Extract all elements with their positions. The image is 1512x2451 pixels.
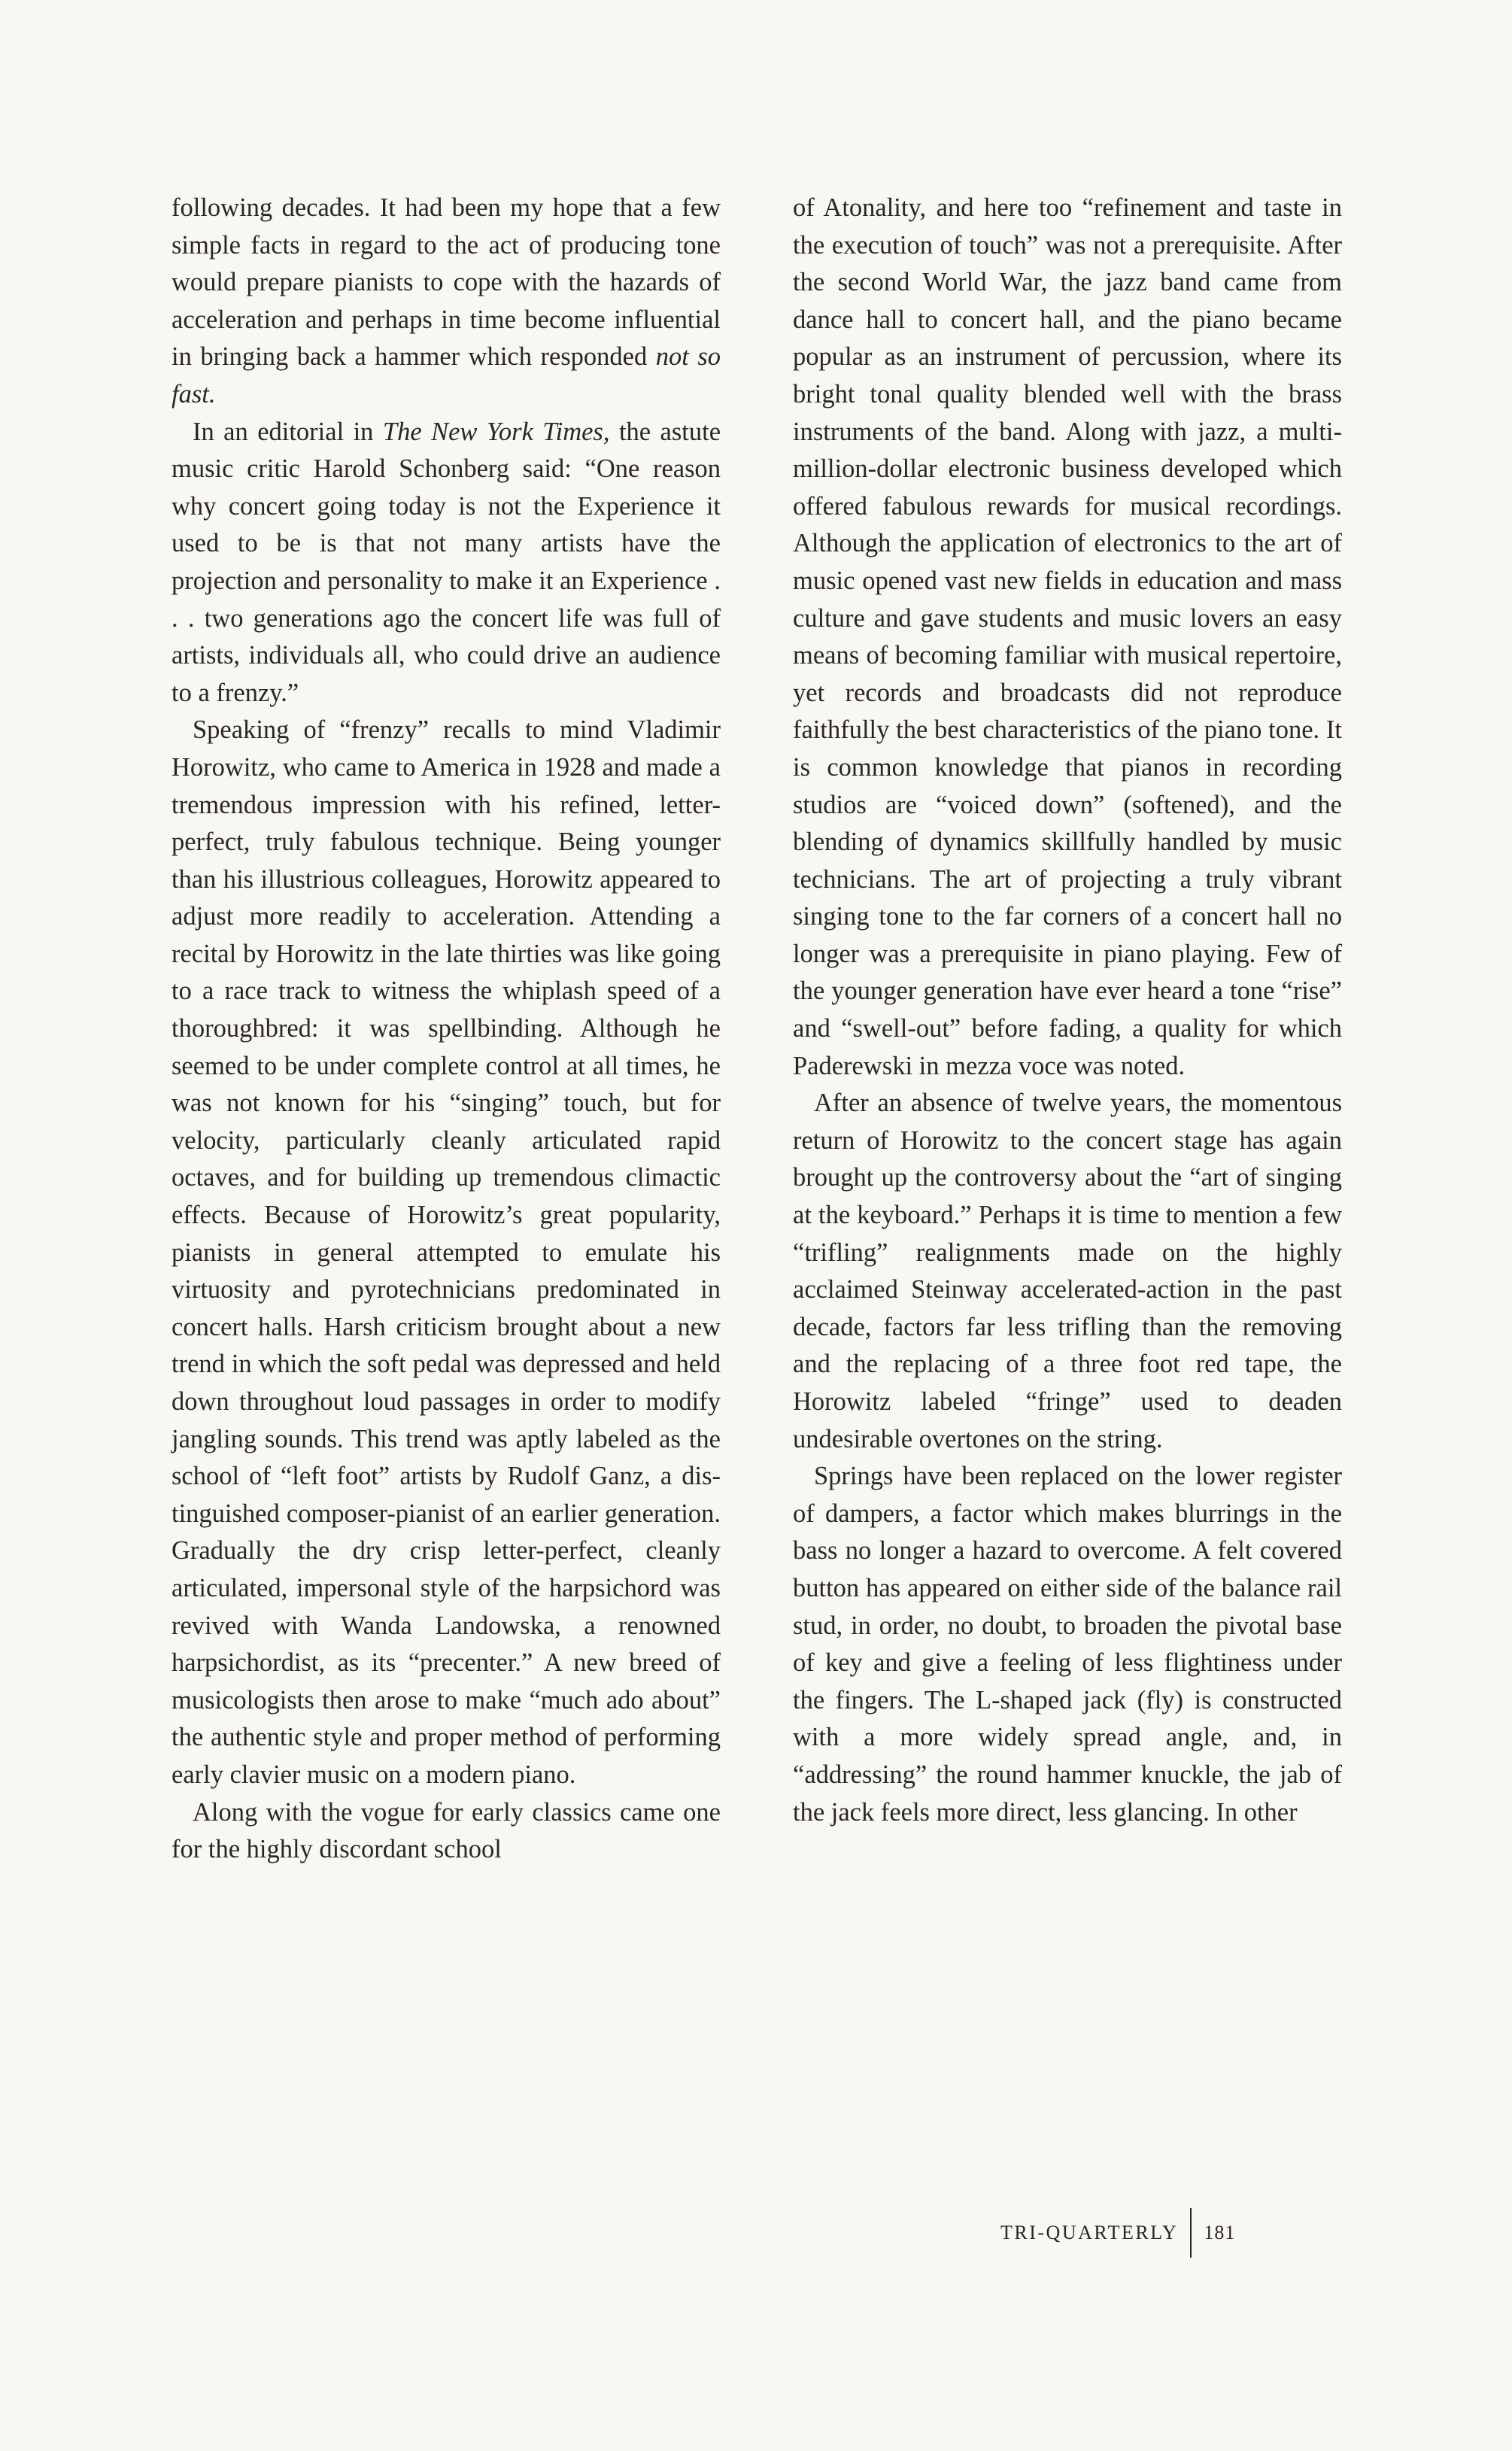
paragraph: of Atonality, and here too “refinement and taste in the execution of touch” was not a prerequisite. After the second World War, the jazz band came from dance hall to concert hall, and the piano became popular as an instrument of percussion, where its bright tonal quality blended well with the brass instruments of the band. Along with jazz, a multi-million-dollar electronic business developed which offered fabulous rewards for musical recordings. Although the application of electronics to the art of music opened vast new fields in education and mass culture and gave students and music lovers an easy means of becoming familiar with musical repertoire, yet records and broadcasts did not reproduce faithfully the best characteristics of the piano tone. It is common knowledge that pianos in recording studios are “voiced down” (softened), and the blending of dynamics skillfully handled by music technicians. The art of projecting a truly vibrant singing tone to the far corners of a concert hall no longer was a prerequisite in piano playing. Few of the younger generation have ever heard a tone “rise” and “swell-out” before fading, a quality for which Paderewski in mezza voce was noted. — [793, 193, 1342, 1080]
paragraph-text: following decades. It had been my hope that a few simple facts in regard to the act of producing tone would prepare pianists to cope with the hazards of acceleration and perhaps in time become influential in bringing back a hammer which responded — [172, 193, 721, 372]
paragraph-text: In an editorial in — [193, 417, 374, 446]
running-footer-title: TRI-QUARTERLY — [1000, 2222, 1179, 2243]
paragraph-text: the astute music critic Harold Schonberg said: “One reason why concert going today is not the Experience it used to be is that not many artists have the projection and personality to make it an Experience . . . two generations ago the concert life was full of artists, individuals all, who could drive an audience to a frenzy.” — [172, 417, 721, 707]
italic-text: not so fast. — [172, 342, 721, 408]
page-footer — [1000, 2210, 1235, 2255]
paragraph — [172, 414, 721, 712]
paragraph: Speaking of “frenzy” recalls to mind Vladimir Horowitz, who came to America in 1928 and made a tremendous impression with his refined, letter-perfect, truly fabulous technique. Being younger than his illustrious colleagues, Horowitz appeared to adjust more readily to acceleration. Attending a recital by Horowitz in the late thirties was like going to a race track to witness the whiplash speed of a thoroughbred: it was spellbinding. Although he seemed to be under complete control at all times, he was not known for his “singing” touch, but for velocity, particularly cleanly articulated rapid octaves, and for building up tremendous climactic effects. Because of Horowitz’s great popularity, pianists in general attempted to emulate his virtuosity and pyrotechnicians predominated in concert halls. Harsh criticism brought about a new trend in which the soft pedal was depressed and held down throughout loud passages in order to modify jangling sounds. This trend was aptly labeled as the school of “left foot” artists by Rudolf Ganz, a distinguished composer-pianist of an earlier generation. Gradually the dry crisp letter-perfect, cleanly articulated, impersonal style of the harpsichord was revived with Wanda Landowska, a renowned harpsichordist, as its “precenter.” A new breed of musicologists then arose to make “much ado about” the authentic style and proper method of performing early clavier music on a modern piano. — [172, 715, 721, 1789]
paragraph: Along with the vogue for early classics came one for the highly discordant school — [172, 1797, 721, 1864]
right-column — [793, 190, 1342, 1831]
left-column — [172, 190, 721, 1869]
paragraph: After an absence of twelve years, the momentous return of Horowitz to the concert stage has again brought up the controversy about the “art of singing at the keyboard.” Perhaps it is time to mention a few “trifling” realignments made on the highly acclaimed Steinway accelerated-action in the past decade, factors far less trifling than the removing and the replacing of a three foot red tape, the Horowitz labeled “fringe” used to deaden undesirable overtones on the string. — [793, 1089, 1342, 1453]
paragraph: Springs have been replaced on the lower register of dampers, a factor which makes blurrings in the bass no longer a hazard to overcome. A felt covered button has appeared on either side of the balance rail stud, in order, no doubt, to broaden the pivotal base of key and give a feeling of less flightiness under the fingers. The L-shaped jack (fly) is constructed with a more widely spread angle, and, in “addressing” the round hammer knuckle, the jab of the jack feels more direct, less glancing. In other — [793, 1462, 1342, 1827]
publication-title: The New York Times, — [382, 417, 610, 446]
paragraph — [172, 190, 721, 414]
footer-divider — [1190, 2208, 1192, 2258]
page-number: 181 — [1204, 2222, 1236, 2243]
